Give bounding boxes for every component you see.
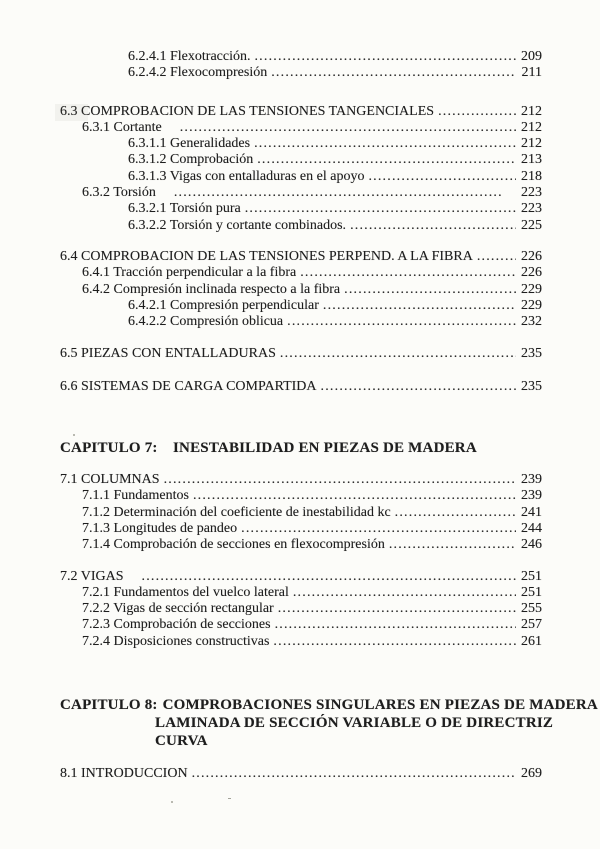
toc-entry-page: 261 xyxy=(521,633,542,649)
toc-entry xyxy=(60,249,542,265)
toc-entry-page: 244 xyxy=(521,520,542,536)
toc-entry xyxy=(60,601,542,617)
chapter-title-line: LAMINADA DE SECCIÓN VARIABLE O DE DIRECTRIZ xyxy=(155,715,554,732)
spacer xyxy=(60,554,542,569)
chapter-number: CAPITULO 8: xyxy=(60,697,158,714)
toc-entry xyxy=(60,136,542,152)
toc-entry-page: 225 xyxy=(521,217,542,233)
dot-leader xyxy=(473,249,516,265)
toc-entry-page: 239 xyxy=(521,488,542,504)
toc-entry-page: 269 xyxy=(521,766,542,782)
toc-entry-label: 7.1.4 Comprobación de secciones en flexocompresión xyxy=(82,537,385,553)
dot-leader xyxy=(276,346,516,362)
chapter-title-line: INESTABILIDAD EN PIEZAS DE MADERA xyxy=(173,440,477,457)
chapter-heading xyxy=(60,439,542,457)
toc-entry-page: 251 xyxy=(521,568,542,584)
toc-entry-page: 212 xyxy=(521,119,542,135)
toc-entry-label: 6.6 SISTEMAS DE CARGA COMPARTIDA xyxy=(60,378,317,394)
toc-entry-label: 6.3.2 Torsión xyxy=(82,185,156,201)
dot-leader xyxy=(253,152,516,168)
toc-entry xyxy=(60,766,542,782)
toc-entry xyxy=(60,379,542,395)
toc-entry xyxy=(60,218,542,234)
dot-leader xyxy=(188,766,516,782)
dot-leader xyxy=(269,634,516,650)
toc-entry xyxy=(60,505,542,521)
toc-entry-label: 6.4.2 Compresión inclinada respecto a la fibra xyxy=(82,281,341,297)
toc-entry xyxy=(60,617,542,633)
spacer xyxy=(60,650,542,696)
chapter-title-line: CURVA xyxy=(155,733,208,750)
spacer xyxy=(60,395,542,439)
toc-entry-page: 229 xyxy=(521,281,542,297)
dot-leader xyxy=(250,136,516,152)
dot-leader xyxy=(296,265,516,281)
toc-entry xyxy=(60,537,542,553)
toc-entry xyxy=(60,152,542,168)
scan-speck xyxy=(171,801,173,803)
toc-entry-page: 211 xyxy=(521,65,542,81)
dot-leader xyxy=(267,65,516,81)
dot-leader xyxy=(237,521,516,537)
dot-leader xyxy=(283,314,516,330)
toc-entry-page: 255 xyxy=(521,601,542,617)
dot-leader xyxy=(364,169,516,185)
toc-entry-page: 226 xyxy=(521,265,542,281)
toc-entry xyxy=(60,104,542,120)
toc-entry xyxy=(60,488,542,504)
dot-leader xyxy=(289,585,516,601)
toc-entry-label: 6.3 COMPROBACION DE LAS TENSIONES TANGENCIALES xyxy=(60,103,435,119)
toc-entry-label: 7.2.2 Vigas de sección rectangular xyxy=(82,601,274,617)
spacer xyxy=(60,234,542,249)
toc-entry-label: 6.3.1 Cortante xyxy=(82,119,162,135)
toc-entry-page: 232 xyxy=(521,314,542,330)
toc-entry xyxy=(60,120,542,136)
toc-entry-page: 218 xyxy=(521,168,542,184)
toc-entry-page: 212 xyxy=(521,136,542,152)
spacer xyxy=(60,750,542,766)
toc-entry-label: 6.2.4.2 Flexocompresión xyxy=(128,65,268,81)
toc-entry-label: 8.1 INTRODUCCION xyxy=(60,766,188,782)
toc-entry xyxy=(60,521,542,537)
toc-entry-page: 209 xyxy=(521,49,542,64)
toc-entry-page: 226 xyxy=(521,248,542,264)
toc-entry-label: 7.1.2 Determinación del coeficiente de inestabilidad kc xyxy=(82,504,391,520)
toc-entry xyxy=(60,472,542,488)
toc-entry-label: 6.4.1 Tracción perpendicular a la fibra xyxy=(82,265,297,281)
scan-speck xyxy=(73,434,75,436)
dot-leader xyxy=(156,185,503,201)
scan-speck xyxy=(228,798,231,799)
toc-entry-label: 7.1.1 Fundamentos xyxy=(82,488,189,504)
toc-entry-label: 6.4.2.2 Compresión oblicua xyxy=(128,314,284,330)
toc-entry-page: 223 xyxy=(521,185,542,201)
dot-leader xyxy=(162,120,516,136)
toc-entry-page: 212 xyxy=(521,103,542,119)
toc-entry xyxy=(60,169,542,185)
toc-entry-label: 6.2.4.1 Flexotracción. xyxy=(128,49,251,64)
toc-entry xyxy=(60,282,542,298)
toc-entry-page: 213 xyxy=(521,152,542,168)
dot-leader xyxy=(340,282,516,298)
toc-entry-label: 7.2.3 Comprobación de secciones xyxy=(82,617,271,633)
toc-entry-label: 7.1.3 Longitudes de pandeo xyxy=(82,520,238,536)
toc-entry-label: 6.3.1.2 Comprobación xyxy=(128,152,254,168)
toc-entry-page: 251 xyxy=(521,584,542,600)
dot-leader xyxy=(250,49,516,65)
toc-entry-label: 7.2 VIGAS xyxy=(60,568,124,584)
dot-leader xyxy=(346,218,516,234)
dot-leader xyxy=(319,298,516,314)
toc-entry-page: 235 xyxy=(521,346,542,362)
toc-entry xyxy=(60,65,542,81)
toc-entry-label: 6.3.2.2 Torsión y cortante combinados. xyxy=(128,217,347,233)
dot-leader xyxy=(271,617,516,633)
toc-entry-page: 239 xyxy=(521,472,542,488)
toc-entry xyxy=(60,49,542,65)
toc-entry-label: 6.5 PIEZAS CON ENTALLADURAS xyxy=(60,346,276,362)
toc-entry-label: 7.2.1 Fundamentos del vuelco lateral xyxy=(82,584,289,600)
toc-entry-page: 223 xyxy=(521,201,542,217)
toc-entry xyxy=(60,314,542,330)
dot-leader xyxy=(241,201,516,217)
toc-entry-label: 6.3.2.1 Torsión pura xyxy=(128,201,241,217)
dot-leader xyxy=(317,379,516,395)
toc-entry xyxy=(60,201,542,217)
chapter-title-line: COMPROBACIONES SINGULARES EN PIEZAS DE MADERA xyxy=(162,697,598,714)
chapter-number: CAPITULO 7: xyxy=(60,440,158,457)
spacer xyxy=(60,330,542,346)
spacer xyxy=(60,363,542,379)
toc-entry xyxy=(60,569,542,585)
chapter-heading-line xyxy=(60,439,542,457)
toc-entry-label: 7.2.4 Disposiciones constructivas xyxy=(82,633,270,649)
toc-entry xyxy=(60,346,542,362)
toc-entry-page: 235 xyxy=(521,378,542,394)
toc-entry-page: 241 xyxy=(521,504,542,520)
chapter-heading-line xyxy=(60,696,598,714)
toc-entry-page: 246 xyxy=(521,537,542,553)
toc-entry xyxy=(60,585,542,601)
toc-entry-page: 229 xyxy=(521,297,542,313)
dot-leader xyxy=(385,537,516,553)
dot-leader xyxy=(124,569,516,585)
spacer xyxy=(60,82,542,104)
dot-leader xyxy=(160,472,516,488)
spacer xyxy=(60,457,542,472)
dot-leader xyxy=(274,601,516,617)
toc-entry xyxy=(60,265,542,281)
toc-entry-label: 7.1 COLUMNAS xyxy=(60,472,160,488)
toc-entry-page: 257 xyxy=(521,617,542,633)
dot-leader xyxy=(434,104,516,120)
toc-entry-label: 6.4.2.1 Compresión perpendicular xyxy=(128,297,319,313)
chapter-heading xyxy=(60,696,598,750)
toc-entry-label: 6.3.1.3 Vigas con entalladuras en el apoyo xyxy=(128,168,365,184)
toc-entry xyxy=(60,634,542,650)
toc-entry-label: 6.4 COMPROBACION DE LAS TENSIONES PERPEND. A LA FIBRA xyxy=(60,248,473,264)
toc-entry xyxy=(60,185,542,201)
toc-entry-label: 6.3.1.1 Generalidades xyxy=(128,136,251,152)
toc-entry xyxy=(60,298,542,314)
dot-leader xyxy=(189,488,516,504)
scan-smudge xyxy=(55,104,88,121)
dot-leader xyxy=(391,505,516,521)
